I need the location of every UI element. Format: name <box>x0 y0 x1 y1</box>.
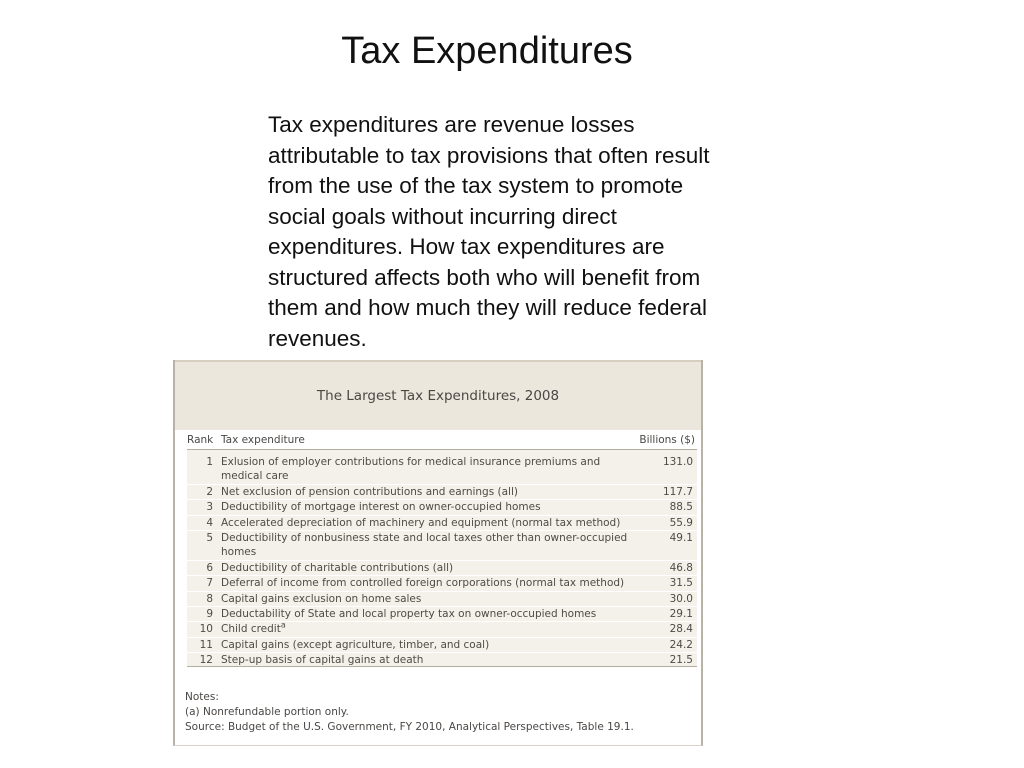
source-citation: Source: Budget of the U.S. Government, FY 2010, Analytical Perspectives, Table 19.1. <box>185 721 634 733</box>
table-row <box>187 622 697 637</box>
row-expenditure-name <box>221 455 643 484</box>
row-expenditure-text: Deductibility of charitable contributions (all) <box>221 561 454 574</box>
table-row <box>187 607 697 622</box>
table-row <box>187 576 697 591</box>
table-row <box>187 561 697 576</box>
figure-title: The Largest Tax Expenditures, 2008 <box>316 388 560 404</box>
table-row <box>187 531 697 561</box>
row-rank: 1 <box>206 456 213 468</box>
expenditure-column-header: Tax expenditure <box>221 434 305 446</box>
table-row <box>187 653 697 668</box>
row-billions-value: 55.9 <box>669 516 693 529</box>
row-rank: 3 <box>206 501 213 514</box>
figure-header <box>175 360 701 430</box>
row-expenditure-name <box>221 561 643 575</box>
row-rank: 2 <box>206 485 213 498</box>
row-billions-value: 31.5 <box>669 577 693 590</box>
row-expenditure-text: Step-up basis of capital gains at death <box>221 654 424 667</box>
row-expenditure-text: Deductibility of mortgage interest on owner-occupied homes <box>221 501 541 514</box>
row-expenditure-text: Capital gains exclusion on home sales <box>221 592 422 605</box>
row-rank: 11 <box>199 638 213 651</box>
table-row <box>187 500 697 515</box>
row-expenditure-name <box>221 576 643 590</box>
row-billions-value: 24.2 <box>669 638 693 651</box>
row-rank: 10 <box>199 623 213 636</box>
row-billions-value: 30.0 <box>669 592 693 605</box>
row-billions-value: 46.8 <box>669 561 693 574</box>
row-expenditure-text: Deductibility of nonbusiness state and local taxes other than owner-occupied homes <box>221 532 628 559</box>
row-expenditure-name <box>221 592 643 606</box>
row-expenditure-text: Deductability of State and local property tax on owner-occupied homes <box>221 608 597 621</box>
table-body <box>187 449 697 667</box>
row-rank: 6 <box>206 561 213 574</box>
tax-expenditures-figure <box>173 360 703 746</box>
row-expenditure-name <box>221 638 643 652</box>
intro-paragraph: Tax expenditures are revenue losses attributable to tax provisions that often result from the use of the tax system to promote social goals without incurring direct expenditures. How tax expenditures are structured affects both who will benefit from them and how much they will reduce federal revenues. <box>268 112 710 351</box>
row-billions-value: 88.5 <box>669 501 693 514</box>
row-expenditure-name <box>221 500 643 514</box>
row-expenditure-text: Child credit <box>221 623 281 636</box>
row-billions-value: 21.5 <box>669 654 693 667</box>
table-row <box>187 485 697 500</box>
row-rank: 8 <box>206 592 213 605</box>
row-rank: 9 <box>206 608 213 621</box>
row-expenditure-text: Deferral of income from controlled foreign corporations (normal tax method) <box>221 577 625 590</box>
rank-column-header: Rank <box>187 434 214 446</box>
row-expenditure-name <box>221 531 643 560</box>
row-expenditure-name <box>221 607 643 621</box>
row-expenditure-text: Capital gains (except agriculture, timber, and coal) <box>221 638 490 651</box>
billions-column-header: Billions ($) <box>639 434 695 446</box>
row-billions-value: 28.4 <box>669 623 693 636</box>
row-billions-value: 131.0 <box>662 456 693 468</box>
row-billions-value: 29.1 <box>669 608 693 621</box>
table-row <box>187 516 697 531</box>
row-expenditure-text: Exlusion of employer contributions for medical insurance premiums and medical care <box>221 456 601 483</box>
row-rank: 12 <box>199 654 213 667</box>
table-row <box>187 638 697 653</box>
table-row <box>187 455 697 485</box>
row-rank: 7 <box>206 577 213 590</box>
row-expenditure-text: Accelerated depreciation of machinery and equipment (normal tax method) <box>221 516 621 529</box>
row-expenditure-name <box>221 653 643 667</box>
notes-block <box>185 690 634 735</box>
slide-title: Tax Expenditures <box>341 30 633 72</box>
row-rank: 4 <box>206 516 213 529</box>
row-expenditure-text: Net exclusion of pension contributions and earnings (all) <box>221 485 518 498</box>
footnote-marker: a <box>280 620 286 630</box>
row-billions-value: 117.7 <box>662 485 693 498</box>
notes-label: Notes: <box>185 691 219 703</box>
row-expenditure-name <box>221 622 643 636</box>
footnote-a: (a) Nonrefundable portion only. <box>185 706 349 718</box>
row-billions-value: 49.1 <box>669 532 693 545</box>
row-expenditure-name <box>221 485 643 499</box>
row-expenditure-name <box>221 516 643 530</box>
row-rank: 5 <box>206 532 213 545</box>
table-row <box>187 592 697 607</box>
